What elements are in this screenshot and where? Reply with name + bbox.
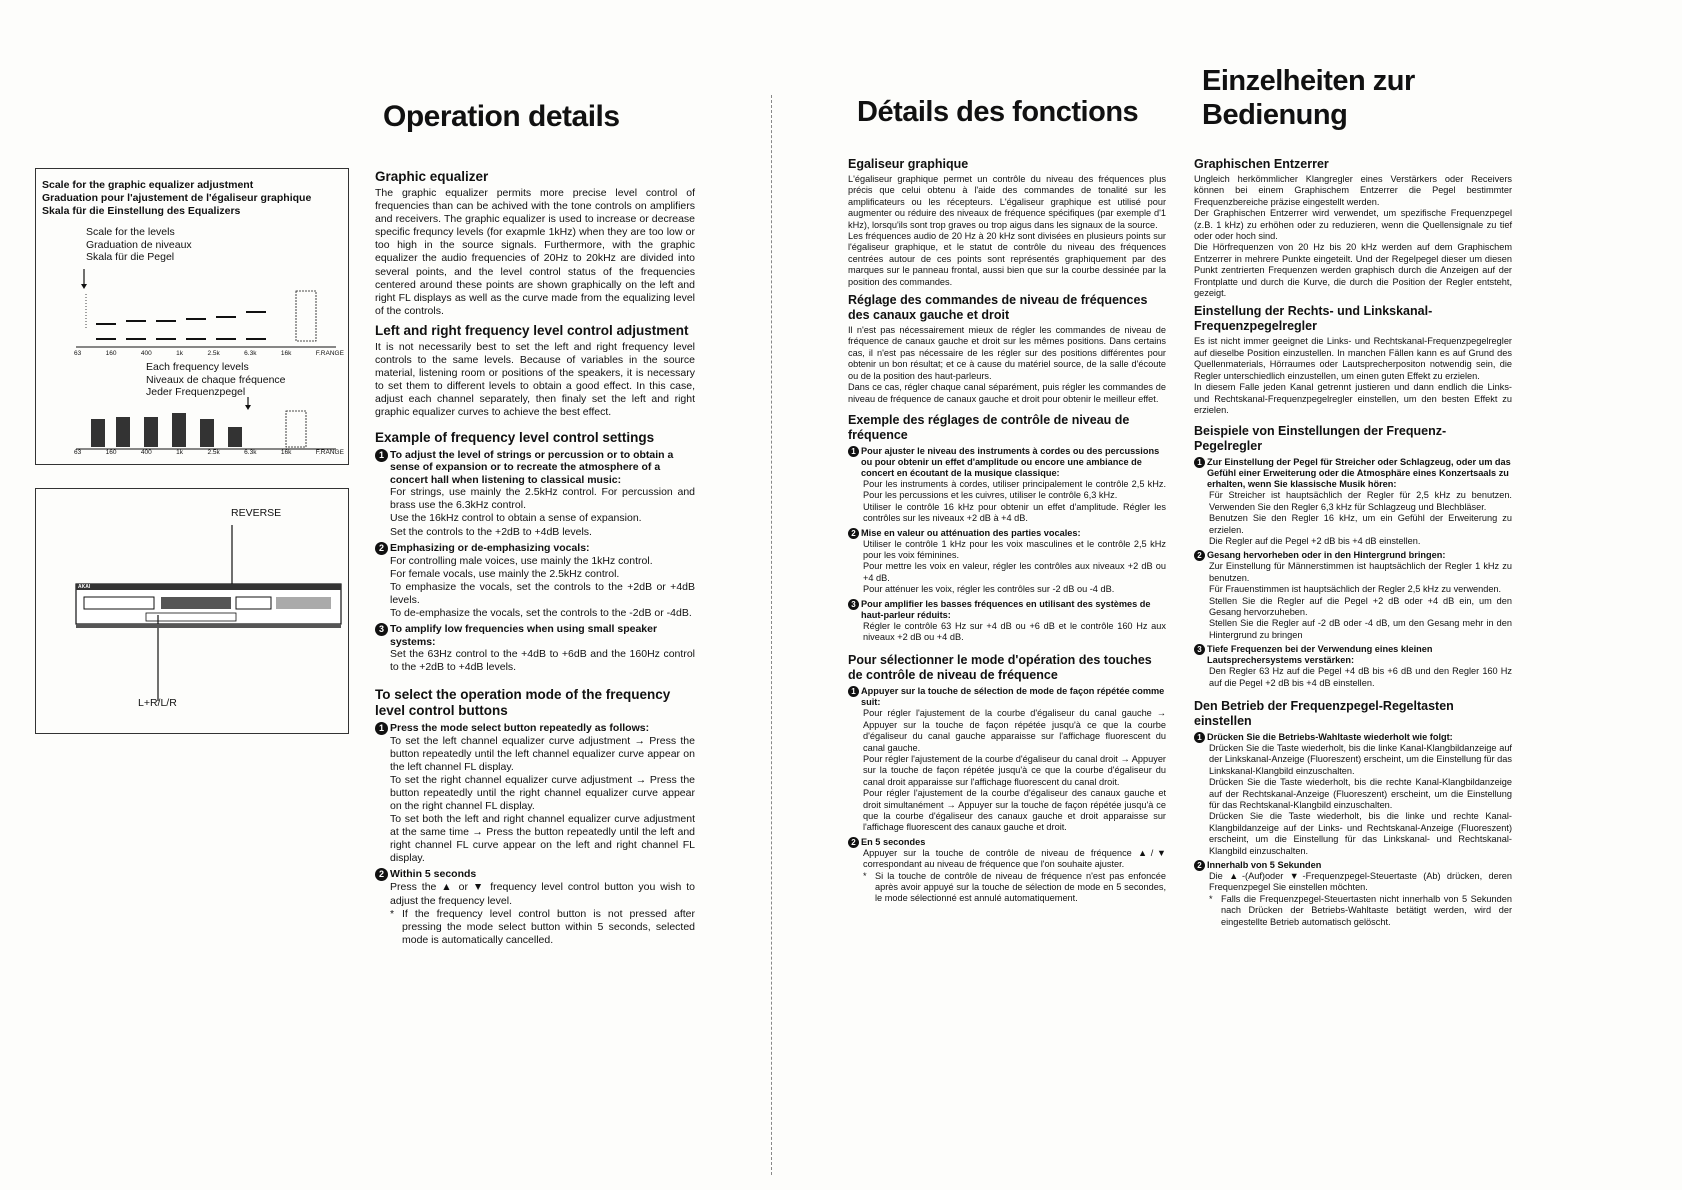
example-item: [375, 449, 695, 539]
each-freq-label-de: Jeder Frequenzpegel: [146, 386, 246, 398]
example-item: [848, 528, 1166, 596]
lr-control-text-en: It is not necessarily best to set the left and right frequency level controls to the same levels. Because of variables in the source material, listening room or positions of the speakers, it is necessary to set them to different levels to obtain a good effect. In this case, adjust each channel separately, then finaly set the left and right graphic equalizer curves to achieve the best effect.: [375, 340, 695, 419]
freq-label: 63: [74, 350, 82, 357]
page-title-de: Einzelheiten zur Bedienung: [1202, 65, 1415, 131]
number-badge: 3: [848, 599, 859, 610]
number-badge: 1: [375, 722, 388, 735]
example-item: [375, 623, 695, 674]
graphic-eq-heading-en: Graphic equalizer: [375, 169, 489, 184]
mode-heading-en: To select the operation mode of the frequency level control buttons: [375, 686, 671, 718]
scale-diagram: [36, 269, 348, 349]
freq-label: 16k: [280, 449, 292, 456]
graphic-eq-text-fr: L'égaliseur graphique permet un contrôle du niveau des fréquences plus précis que celui obtenu à l'aide des commandes de tonalité sur les amplificateurs ou les récepteurs. L'égaliseur graphique est utilisé pour augmenter ou réduire des niveaux de fréquence spécifiques (par exemple d'1 kHz), lorsqu'ils sont trop graves ou trop aigus dans les signaux de la source. Les fréquences audio de 20 Hz à 20 kHz sont divisées en plusieurs points sur l'égaliseur graphique, et le statut de contrôle du niveau des fréquences centrées autour de ces points sont représentés graphiquement par des marques sur le panneau frontal, aussi bien que sur la courbe dessinée par la position des commandes.: [848, 174, 1166, 287]
english-column: [375, 164, 695, 947]
mode-item: 2 Within 5 seconds Press the ▲ or ▼ frequency level control button you wish to adjust the frequency level. * If the frequency level control button is not pressed after pressing the mode select button within 5 seconds, selected mode is automatically cancelled.: [375, 868, 695, 946]
freq-label: 1k: [176, 449, 184, 456]
brand-logo: AKAI: [78, 584, 91, 590]
example-item-body: Set the 63Hz control to the +4dB to +6dB and the 160Hz control to the +2dB to +4dB levels.: [390, 648, 695, 674]
levels-label-en: Scale for the levels: [86, 226, 175, 238]
mode-item-note: If the frequency level control button is not pressed after pressing the mode select button within 5 seconds, selected mode is automatically cancelled.: [402, 907, 695, 946]
mode-item-head: Appuyer sur la touche de sélection de mode de façon répétée comme suit:: [861, 686, 1165, 708]
freq-label: 2.5k: [207, 350, 220, 357]
freq-label: 2.5k: [207, 449, 220, 456]
example-item-head: Emphasizing or de-emphasizing vocals:: [390, 541, 590, 554]
example-item-body: For strings, use mainly the 2.5kHz control. For percussion and brass use the 6.3kHz control. Use the 16kHz control to obtain a sense of expansion. Set the controls to the +2dB to +4dB levels.: [390, 486, 695, 538]
mode-item-head: Within 5 seconds: [390, 868, 477, 881]
mode-heading-de: Den Betrieb der Frequenzpegel-Regeltasten einstellen: [1194, 699, 1454, 728]
equalizer-front-panel: [36, 489, 348, 733]
freq-label: 6.3k: [244, 449, 257, 456]
mode-item-body: Drücken Sie die Taste wiederholt, bis die linke Kanal-Klangbildanzeige auf der Linkskanal-Anzeige (Fluoreszent) erscheint, um die Einstellung für das Linkskanal-Klangbild einzuschalten. Drücken Sie die Taste wiederholt, bis die rechte Kanal-Klangbildanzeige auf der Rechtskanal-Anzeige (Fluoreszent) erscheint, um die Einstellung für das Rechtskanal-Klangbild einzuschalten. Drücken Sie die Taste wiederholt, bis die linke und rechte Kanal-Klangbildanzeige auf der Links- und Rechtskanal-Anzeige (Fluoreszent) erscheint, um die Einstellung für das Linkskanal- und Rechtskanal-Klangbild einzuschalten.: [1209, 743, 1512, 856]
example-item-head: To amplify low frequencies when using small speaker systems:: [390, 623, 658, 648]
each-freq-label-fr: Niveaux de chaque fréquence: [146, 373, 286, 386]
graphic-eq-heading-de: Graphischen Entzerrer: [1194, 157, 1329, 171]
examples-heading-fr: Exemple des réglages de contrôle de niveau de fréquence: [848, 412, 1130, 442]
mode-item: 2 En 5 secondes Appuyer sur la touche de contrôle de niveau de fréquence ▲/▼ correspondant au niveau de fréquence que l'on souhaite ajuster. * Si la touche de contrôle de niveau de fréquence n'est pas enfoncée après avoir appuyé sur la touche de sélection de mode en 5 secondes, le mode sélectionné est annulé automatiquement.: [848, 837, 1166, 905]
lr-control-heading-fr: Réglage des commandes de niveau de fréquences des canaux gauche et droit: [848, 293, 1148, 323]
page-fold-divider: [771, 95, 772, 1175]
freq-label: 160: [105, 350, 117, 357]
freq-labels-bottom: [74, 449, 344, 456]
figure-title-de: Skala für die Einstellung des Equalizers: [42, 205, 241, 217]
front-panel-figure: [35, 488, 349, 734]
mode-heading-fr: Pour sélectionner le mode d'opération des touches de contrôle de niveau de fréquence: [848, 653, 1152, 683]
example-item-body: For controlling male voices, use mainly the 1kHz control. For female vocals, use mainly the 2.5kHz control. To emphasize the vocals, set the controls to the +2dB or +4dB levels. To de-emphasize the vocals, set the controls to the -2dB or -4dB.: [390, 554, 695, 620]
example-item-head: Gesang hervorheben oder in den Hintergrund bringen:: [1207, 550, 1446, 561]
mode-item-body: To set the left channel equalizer curve adjustment → Press the button repeatedly until the left channel equalizer curve appear on the left channel FL display. To set the right channel equalizer curve adjustment → Press the button repeatedly until the right channel equalizer curve appear on the right channel FL display. To set both the left and right channel equalizer curve adjustment at the same time → Press the button repeatedly until the left and right channel FL curve appear on the left and right channel FL display.: [390, 734, 695, 865]
mode-item-body: Press the ▲ or ▼ frequency level control button you wish to adjust the frequency level.: [390, 881, 695, 907]
freq-label: 400: [140, 350, 152, 357]
examples-heading-de: Beispiele von Einstellungen der Frequenz-Pegelregler: [1194, 424, 1447, 454]
freq-label: 63: [74, 449, 82, 456]
number-badge: 2: [375, 542, 388, 555]
number-badge: 2: [848, 528, 859, 539]
example-item-body: Utiliser le contrôle 1 kHz pour les voix masculines et le contrôle 2,5 kHz pour les voix féminines. Pour mettre les voix en valeur, régler les contrôles aux niveaux +2 dB ou +4 dB. Pour atténuer les voix, régler les contrôles sur -2 dB ou -4 dB.: [863, 538, 1166, 595]
mode-item: [1194, 732, 1512, 857]
page-title-fr: Détails des fonctions: [857, 96, 1139, 128]
mode-item-body: Appuyer sur la touche de contrôle de niveau de fréquence ▲/▼ correspondant au niveau de fréquence que l'on souhaite ajuster.: [863, 847, 1166, 870]
lrl-label: L+R/L/R: [138, 697, 177, 709]
german-column: [1194, 152, 1512, 928]
freq-label: F.RANGE: [315, 350, 344, 357]
graphic-eq-heading-fr: Egaliseur graphique: [848, 157, 969, 171]
example-item-head: Mise en valeur ou atténuation des parties vocales:: [861, 527, 1081, 538]
number-badge: 2: [1194, 550, 1205, 561]
freq-label: 400: [140, 449, 152, 456]
levels-label-fr: Graduation de niveaux: [86, 238, 192, 251]
freq-label: 6.3k: [244, 350, 257, 357]
example-item: [1194, 457, 1512, 547]
example-item: [848, 446, 1166, 525]
page-title-en: Operation details: [383, 100, 620, 133]
lr-control-text-fr: Il n'est pas nécessairement mieux de régler les commandes de niveau de fréquence de canaux gauche et droit sur les mêmes positions. Dans certains cas, il n'est pas nécessaire de les régler sur des positions différentes pour obtenir un bon résultat; et ce à cause du matériel source, de la salle d'écoute ou de la position des haut-parleurs. Dans ce cas, régler chaque canal séparément, puis régler les commandes de niveau de fréquence de canaux gauche et droit pour obtenir le meilleur effet.: [848, 325, 1166, 404]
mode-item-note: Falls die Frequenzpegel-Steuertasten nicht innerhalb von 5 Sekunden nach Drücken der Betriebs-Wahltaste betätigt werden, wird der eingestellte Betrieb automatisch gelöscht.: [1221, 893, 1512, 927]
freq-label: 1k: [176, 350, 184, 357]
levels-label-de: Skala für die Pegel: [86, 251, 175, 263]
lr-control-heading-de: Einstellung der Rechts- und Linkskanal-Frequenzpegelregler: [1194, 304, 1433, 334]
lr-control-heading-en: Left and right frequency level control adjustment: [375, 322, 689, 338]
mode-item: [375, 722, 695, 866]
mode-item: [848, 686, 1166, 833]
graphic-eq-text-en: The graphic equalizer permits more precise level control of frequencies than can be achived with the tone controls on amplifiers and receivers. The graphic equalizer is used to increase or decrease specific frequncy levels (for exapmle 1kHz) when they are too low or too high in the source signals. Furthermore, with the graphic equalizer the audio frequencies of 20Hz to 20kHz are divided into several points, and the level control status of the frequencies centered around these points are shown graphically on the left and right FL displays as well as the curve made from the equalizing level of the controls.: [375, 187, 695, 317]
example-item-body: Pour les instruments à cordes, utiliser principalement le contrôle 2,5 kHz. Pour les percussions et les cuivres, utiliser le contrôle 6,3 kHz. Utiliser le contrôle 16 kHz pour obtenir un effet d'amplitude. Régler les contrôles sur les niveaux +2 dB à +4 dB.: [863, 478, 1166, 524]
number-badge: 2: [1194, 860, 1205, 871]
number-badge: 3: [1194, 644, 1205, 655]
mode-item-head: En 5 secondes: [861, 836, 926, 847]
number-badge: 2: [848, 837, 859, 848]
number-badge: 1: [848, 686, 859, 697]
example-item: [848, 599, 1166, 644]
example-item-head: Tiefe Frequenzen bei der Verwendung eines kleinen Lautsprechersystems verstärken:: [1207, 644, 1433, 666]
mode-item-note: Si la touche de contrôle de niveau de fréquence n'est pas enfoncée après avoir appuyé sur la touche de sélection de mode en 5 secondes, le mode sélectionné est annulé automatiquement.: [875, 870, 1166, 904]
example-item-body: Zur Einstellung für Männerstimmen ist hauptsächlich der Regler 1 kHz zu benutzen. Für Frauenstimmen ist hauptsächlich der Regler 2,5 kHz zu verwenden. Stellen Sie die Regler auf die Pegel +2 dB oder +4 dB ein, um den Gesang hervorzuheben. Stellen Sie die Regler auf -2 dB oder -4 dB, um den Gesang mehr in den Hintergrund zu bringen: [1209, 561, 1512, 640]
mode-item-body: Die ▲-(Auf)oder ▼-Frequenzpegel-Steuertaste (Ab) drücken, deren Frequenzpegel Sie einstellen möchten.: [1209, 871, 1512, 893]
mode-item-head: Drücken Sie die Betriebs-Wahltaste wiederholt wie folgt:: [1207, 732, 1453, 742]
figure-title-fr: Graduation pour l'ajustement de l'égaliseur graphique: [42, 192, 312, 204]
each-freq-label-en: Each frequency levels: [146, 361, 249, 373]
freq-label: F.RANGE: [315, 449, 344, 456]
example-item: [375, 542, 695, 620]
number-badge: 2: [375, 868, 388, 881]
example-item-head: Pour ajuster le niveau des instruments à cordes ou des percussions ou pour obtenir un effet d'amplitude ou encore une ambiance de concert en écoutant de la musique classique:: [861, 445, 1160, 478]
example-item-head: Zur Einstellung der Pegel für Streicher oder Schlagzeug, oder um das Gefühl einer Erweiterung oder die Atmosphäre eines Konzertsaals zu erhalten, wenn Sie klassische Musik hören:: [1207, 457, 1511, 490]
example-item-body: Für Streicher ist hauptsächlich der Regler für 2,5 kHz zu benutzen. Verwenden Sie den Regler 6,3 kHz für Schlagzeug und Blechbläser. Benutzen Sie den Regler 16 kHz, um ein Gefühl der Erweiterung zu erzielen. Die Regler auf die Pegel +2 dB bis +4 dB einstellen.: [1209, 490, 1512, 546]
mode-item-head: Press the mode select button repeatedly as follows:: [390, 721, 650, 734]
mode-item-head: Innerhalb von 5 Sekunden: [1207, 860, 1322, 871]
example-item-body: Den Regler 63 Hz auf die Pegel +4 dB bis +6 dB und den Regler 160 Hz auf die Pegel +2 dB bis +4 dB einstellen.: [1209, 666, 1512, 688]
figure-title-en: Scale for the graphic equalizer adjustment: [42, 179, 254, 191]
equalizer-scale-figure: [35, 168, 349, 465]
example-item-head: To adjust the level of strings or percussion or to obtain a sense of expansion or to recreate the atmosphere of a concert hall when listening to classical music:: [390, 448, 674, 486]
mode-item: 2 Innerhalb von 5 Sekunden Die ▲-(Auf)oder ▼-Frequenzpegel-Steuertaste (Ab) drücken, deren Frequenzpegel Sie einstellen möchten. * Falls die Frequenzpegel-Steuertasten nicht innerhalb von 5 Sekunden nach Drücken der Betriebs-Wahltaste betätigt werden, wird der eingestellte Betrieb automatisch gelöscht.: [1194, 860, 1512, 928]
number-badge: 1: [375, 449, 388, 462]
freq-label: 160: [105, 449, 117, 456]
freq-label: 16k: [280, 350, 292, 357]
number-badge: 1: [848, 446, 859, 457]
graphic-eq-text-de: Ungleich herkömmlicher Klangregler eines Verstärkers oder Receivers können bei einem Graphischem Entzerrer die Pegel bestimmter Frequenzbereiche präzise eingestellt werden. Der Graphischen Entzerrer wird verwendet, um spezifische Frequenzpegel (z.B. 1 kHz) zu erhöhen oder zu reduzieren, wenn die Quellensignale zu tief oder oder hoch sind. Die Hörfrequenzen von 20 Hz bis 20 kHz werden auf dem Graphischem Entzerrer in mehrere Punkte eingeteilt. Und der Regelpegel dieser um diesen Punkt zentrierten Frequenzen werden graphisch durch die Anzeigen auf der Frontplatte und durch die Kurve, die durch die Position der Regler entsteht, gezeigt.: [1194, 174, 1512, 299]
mode-item-body: Pour régler l'ajustement de la courbe d'égaliseur du canal gauche → Appuyer sur la touche de façon répétée jusqu'à ce que la courbe d'égaliseur du canal gauche apparaisse sur l'affichage fluorescent du canal gauche. Pour régler l'ajustement de la courbe d'égaliseur du canal droit → Appuyer sur la touche de façon répétée jusqu'à ce que la courbe d'égaliseur du canal droit apparaisse sur l'affichage fluorescent du canal droit. Pour régler l'ajustement de la courbe d'égaliseur des canaux gauche et droit simultanément → Appuyer sur la touche de façon répétée jusqu'à ce que la courbe d'égaliseur des canaux gauche et droit apparaisse sur l'affichage fluorescent des canaux gauche et droit.: [863, 708, 1166, 833]
example-item: [1194, 644, 1512, 689]
number-badge: 1: [1194, 732, 1205, 743]
lr-control-text-de: Es ist nicht immer geeignet die Links- und Rechtskanal-Frequenzpegelregler auf dieselbe Position einzustellen. In manchen Fällen kann es auf Grund des Quellenmaterials, Hörraumes oder Lautsprecherpositon notwendig sein, die Regler unterschiedlich einzustellen, um einen guten Effekt zu erzielen. In diesem Falle jeden Kanal getrennt justieren und dann endlich die Links- und Rechtskanal-Frequenzpegelregler einstellen, um den besten Effekt zu erzielen.: [1194, 336, 1512, 415]
reverse-label: REVERSE: [231, 507, 282, 519]
examples-heading-en: Example of frequency level control settings: [375, 429, 655, 445]
example-item-body: Régler le contrôle 63 Hz sur +4 dB ou +6 dB et le contrôle 160 Hz aux niveaux +2 dB ou +4 dB.: [863, 620, 1166, 642]
number-badge: 3: [375, 623, 388, 636]
number-badge: 1: [1194, 457, 1205, 468]
freq-labels-top: [74, 350, 344, 357]
level-bars-diagram: [36, 397, 348, 452]
example-item: [1194, 550, 1512, 641]
example-item-head: Pour amplifier les basses fréquences en utilisant des systèmes de haut-parleur réduits:: [861, 598, 1151, 620]
french-column: [848, 152, 1166, 905]
